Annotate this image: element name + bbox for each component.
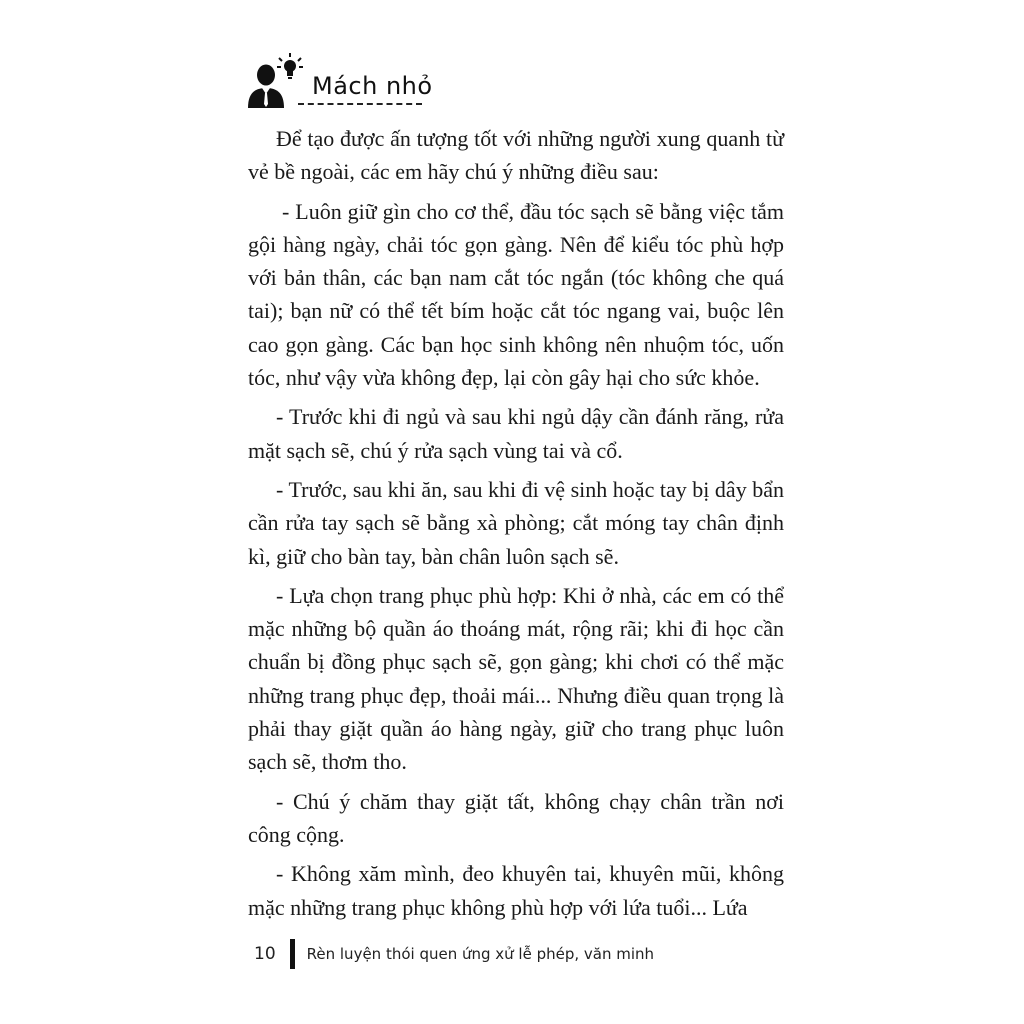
section-header (246, 52, 446, 112)
dashed-underline (298, 103, 422, 105)
list-item: - Lựa chọn trang phục phù hợp: Khi ở nhà, các em có thể mặc những bộ quần áo thoáng mát, rộng rãi; khi đi học cần chuẩn bị đồng phục sạch sẽ, gọn gàng; khi chơi có thể mặc những trang phục đẹp, thoải mái... Nhưng điều quan trọng là phải thay giặt quần áo hàng ngày, giữ cho trang phục luôn sạch sẽ, thơm tho. (248, 582, 784, 775)
list-item: - Chú ý chăm thay giặt tất, không chạy chân trần nơi công cộng. (248, 788, 784, 847)
page-number: 10 (254, 944, 276, 964)
body-text (248, 122, 784, 930)
list-item: - Luôn giữ gìn cho cơ thể, đầu tóc sạch sẽ bằng việc tắm gội hàng ngày, chải tóc gọn gàng. Nên để kiểu tóc phù hợp với bản thân, các bạn nam cắt tóc ngắn (tóc không che quá tai); bạn nữ có thể tết bím hoặc cắt tóc ngang vai, buộc lên cao gọn gàng. Các bạn học sinh không nên nhuộm tóc, uốn tóc, như vậy vừa không đẹp, lại còn gây hại cho sức khỏe. (248, 198, 784, 391)
section-title: Mách nhỏ (312, 72, 433, 100)
page-footer (254, 938, 654, 970)
list-item: - Trước, sau khi ăn, sau khi đi vệ sinh hoặc tay bị dây bẩn cần rửa tay sạch sẽ bằng xà phòng; cắt móng tay chân định kì, giữ cho bàn tay, bàn chân luôn sạch sẽ. (248, 476, 784, 569)
book-title: Rèn luyện thói quen ứng xử lễ phép, văn minh (306, 945, 655, 963)
list-item: - Trước khi đi ngủ và sau khi ngủ dậy cần đánh răng, rửa mặt sạch sẽ, chú ý rửa sạch vùng tai và cổ. (248, 404, 784, 463)
intro-paragraph: Để tạo được ấn tượng tốt với những người xung quanh từ vẻ bề ngoài, các em hãy chú ý những điều sau: (248, 126, 784, 185)
footer-divider (290, 939, 295, 969)
lightbulb-icon (276, 52, 304, 82)
list-item: - Không xăm mình, đeo khuyên tai, khuyên mũi, không mặc những trang phục không phù hợp với lứa tuổi... Lứa (248, 861, 784, 920)
